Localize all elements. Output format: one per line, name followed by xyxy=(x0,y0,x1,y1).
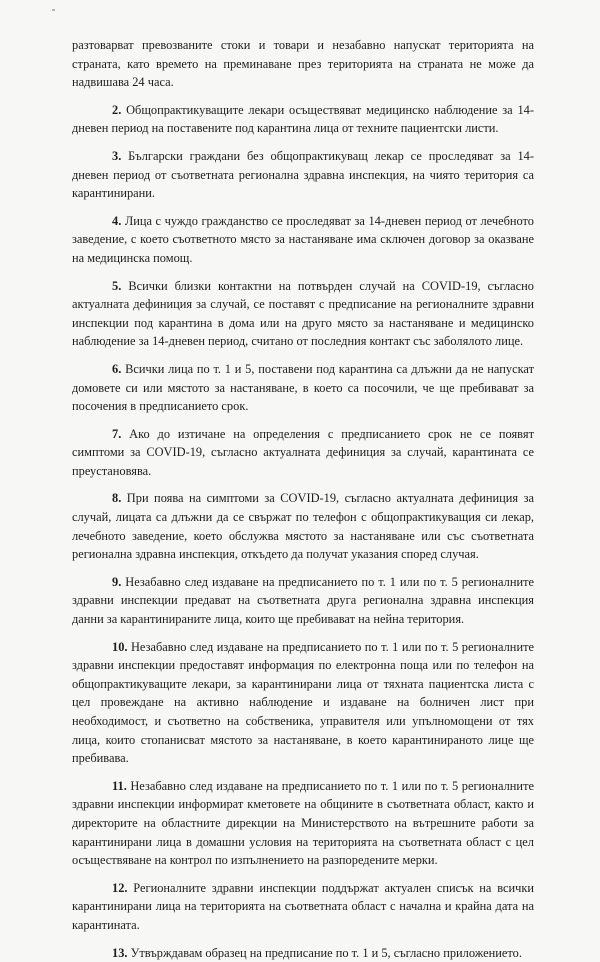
paragraph-text: Всички близки контактни на потвърден случай на COVID-19, съгласно актуалната дефиниция за случай, се поставят с предписание на регионалните здравни инспекции под карантина в дома или на друго място за настаняване и медицинско наблюдение за 14-дневен период, считано от последния контакт със заболялото лице. xyxy=(72,278,534,349)
paragraph-number: 6. xyxy=(112,361,122,376)
paragraph-5 xyxy=(72,277,534,351)
paragraph-text: разтоварват превозваните стоки и товари и незабавно напускат територията на страната, като времето на преминаване през територията на страната не може да надвишава 24 часа. xyxy=(72,38,534,90)
paragraph-number: 4. xyxy=(112,213,122,228)
paragraph-text: Утвърждавам образец на предписание по т. 1 и 5, съгласно приложението. xyxy=(130,945,522,960)
paragraph-text: Регионалните здравни инспекции поддържат актуален списък на всички карантинирани лица на територията на съответната област с начална и крайна дата на карантината. xyxy=(72,880,534,932)
paragraph-text: Български граждани без общопрактикуващ лекар се проследяват за 14-дневен период от съответната регионална здравна инспекция, на чиято територия са карантинирани. xyxy=(72,148,534,201)
paragraph-number: 5. xyxy=(112,278,122,293)
paragraph-number: 13. xyxy=(112,945,128,960)
paragraph-3 xyxy=(72,147,534,203)
paragraph-8 xyxy=(72,489,534,563)
paragraph-text: Лица с чуждо гражданство се проследяват за 14-дневен период от лечебното заведение, с което съответното място за настаняване има сключен договор за оказване на медицинска помощ. xyxy=(72,213,534,265)
scan-mark xyxy=(52,9,55,11)
paragraph-12 xyxy=(72,879,534,935)
paragraph-text: Незабавно след издаване на предписанието по т. 1 или по т. 5 регионалните здравни инспекции предават на съответната друга регионална здравна инспекция данни за карантинираните лица, които ще пребивават на нейна територия. xyxy=(72,574,534,627)
paragraph-number: 8. xyxy=(112,491,122,506)
paragraph-text: Всички лица по т. 1 и 5, поставени под карантина са длъжни да не напускат домовете си или мястото за настаняване, в което са посочили, че ще пребивават за посочения в предписанието срок. xyxy=(72,361,534,414)
paragraph-number: 11. xyxy=(112,778,127,793)
paragraph-text: Незабавно след издаване на предписанието по т. 1 или по т. 5 регионалните здравни инспекции предоставят информация по електронна поща или по телефон на общопрактикуващите лекари, за карантинирани лица от тяхната пациентска листа с цел провеждане на активно наблюдение и издаване на болничен лист при необходимост, и съответно на собственика, управителя или упълномощени от тях лица, които стопанисват мястото за настаняване, в което карантинираното лице ще пребивава. xyxy=(72,639,534,766)
paragraph-text: При поява на симптоми за COVID-19, съгласно актуалната дефиниция за случай, лицата са длъжни да се свържат по телефон с общопрактикуващия си лекар, лечебното заведение, което обслужва мястото за настаняване или със съответната регионална здравна инспекция, откъдето да получат указания според случая. xyxy=(72,491,534,562)
paragraph-7 xyxy=(72,425,534,481)
paragraph-10 xyxy=(72,638,534,768)
paragraph-number: 12. xyxy=(112,880,128,895)
paragraph-number: 3. xyxy=(112,148,122,163)
paragraph-text: Незабавно след издаване на предписанието по т. 1 или по т. 5 регионалните здравни инспекции информират кметовете на общините в съответната област, както и директорите на областните дирекции на Министерството на вътрешните работи за карантинирани лица в домашни условия на територията на съответната област с цел осъществяване на контрол по изпълнението на разпоредените мерки. xyxy=(72,778,534,868)
paragraph-1-continuation xyxy=(72,36,534,92)
paragraph-text: Ако до изтичане на определения с предписанието срок не се появят симптоми за COVID-19, съгласно актуалната дефиниция за случай, карантината се преустановява. xyxy=(72,426,534,478)
paragraph-11 xyxy=(72,777,534,870)
paragraph-4 xyxy=(72,212,534,268)
paragraph-13 xyxy=(72,944,534,962)
paragraph-number: 10. xyxy=(112,639,128,654)
paragraph-number: 9. xyxy=(112,574,122,589)
paragraph-9 xyxy=(72,573,534,629)
paragraph-number: 7. xyxy=(112,426,122,441)
paragraph-6 xyxy=(72,360,534,416)
paragraph-number: 2. xyxy=(112,102,122,117)
paragraph-2 xyxy=(72,101,534,138)
paragraph-text: Общопрактикуващите лекари осъществяват медицинско наблюдение за 14-дневен период на поставените под карантина лица от техните пациентски листи. xyxy=(72,102,534,136)
